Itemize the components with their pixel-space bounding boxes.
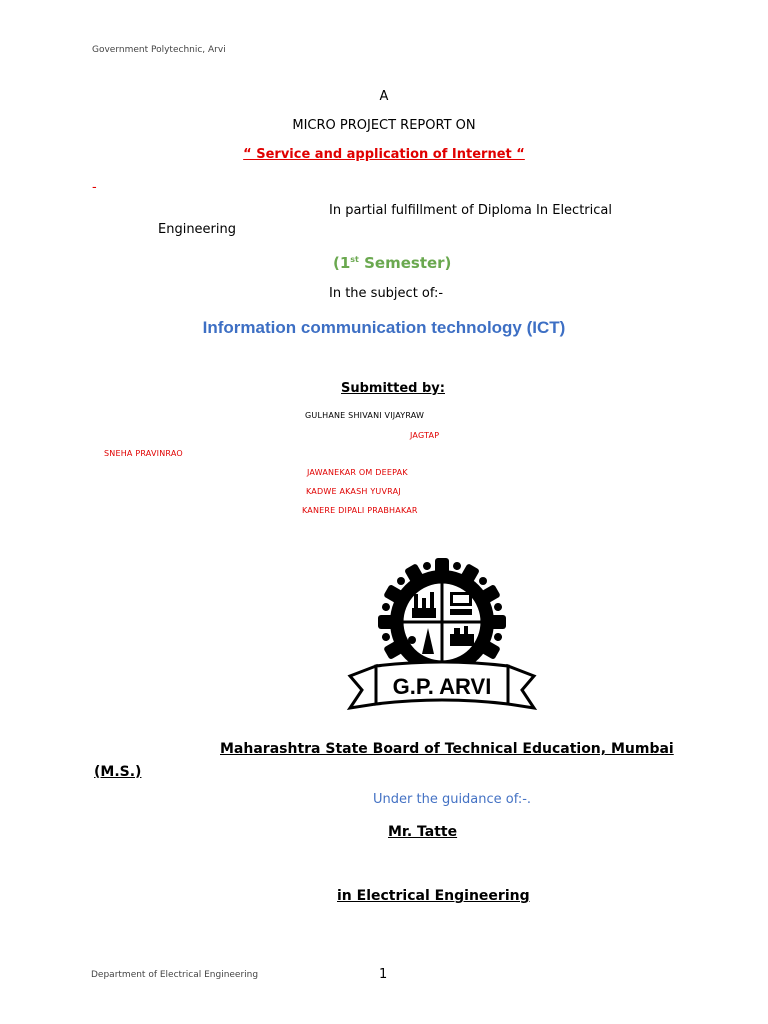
submitted-by: Submitted by: [341,381,445,396]
student-name: GULHANE SHIVANI VIJAYRAW [305,411,425,420]
semester [333,254,451,272]
semester-sup: st [350,255,359,264]
cover-a: A [379,89,389,104]
guide-name: Mr. Tatte [388,824,458,840]
student-name: JAWANEKAR OM DEEPAK [307,468,408,477]
student-name: SNEHA PRAVINRAO [104,449,183,458]
semester-rest: Semester) [358,254,452,272]
student-name: KANERE DIPALI PRABHAKAR [302,506,418,515]
fulfillment-line-1: In partial fulfillment of Diploma In Electrical [329,203,612,218]
fulfillment-line-2: Engineering [158,222,236,237]
department-line: in Electrical Engineering [337,888,530,904]
student-name: KADWE AKASH YUVRAJ [306,487,401,496]
subject-intro: In the subject of:- [329,286,444,301]
report-title: MICRO PROJECT REPORT ON [292,118,476,133]
logo-text: G.P. ARVI [392,674,492,699]
footer-department: Department of Electrical Engineering [91,970,259,980]
semester-open: (1 [333,254,351,272]
project-topic: “ Service and application of Internet “ [243,147,525,162]
board-line-1: Maharashtra State Board of Technical Education, Mumbai [220,741,674,757]
page-number: 1 [379,967,388,982]
gp-arvi-logo [346,558,538,710]
subject-title: Information communication technology (ICT) [202,318,566,337]
guidance-intro: Under the guidance of:-. [373,792,532,807]
gear-logo-icon [346,558,538,710]
student-name: JAGTAP [410,431,440,440]
board-line-2: (M.S.) [94,764,142,780]
red-dash: - [92,180,97,195]
header-institute: Government Polytechnic, Arvi [92,45,226,55]
